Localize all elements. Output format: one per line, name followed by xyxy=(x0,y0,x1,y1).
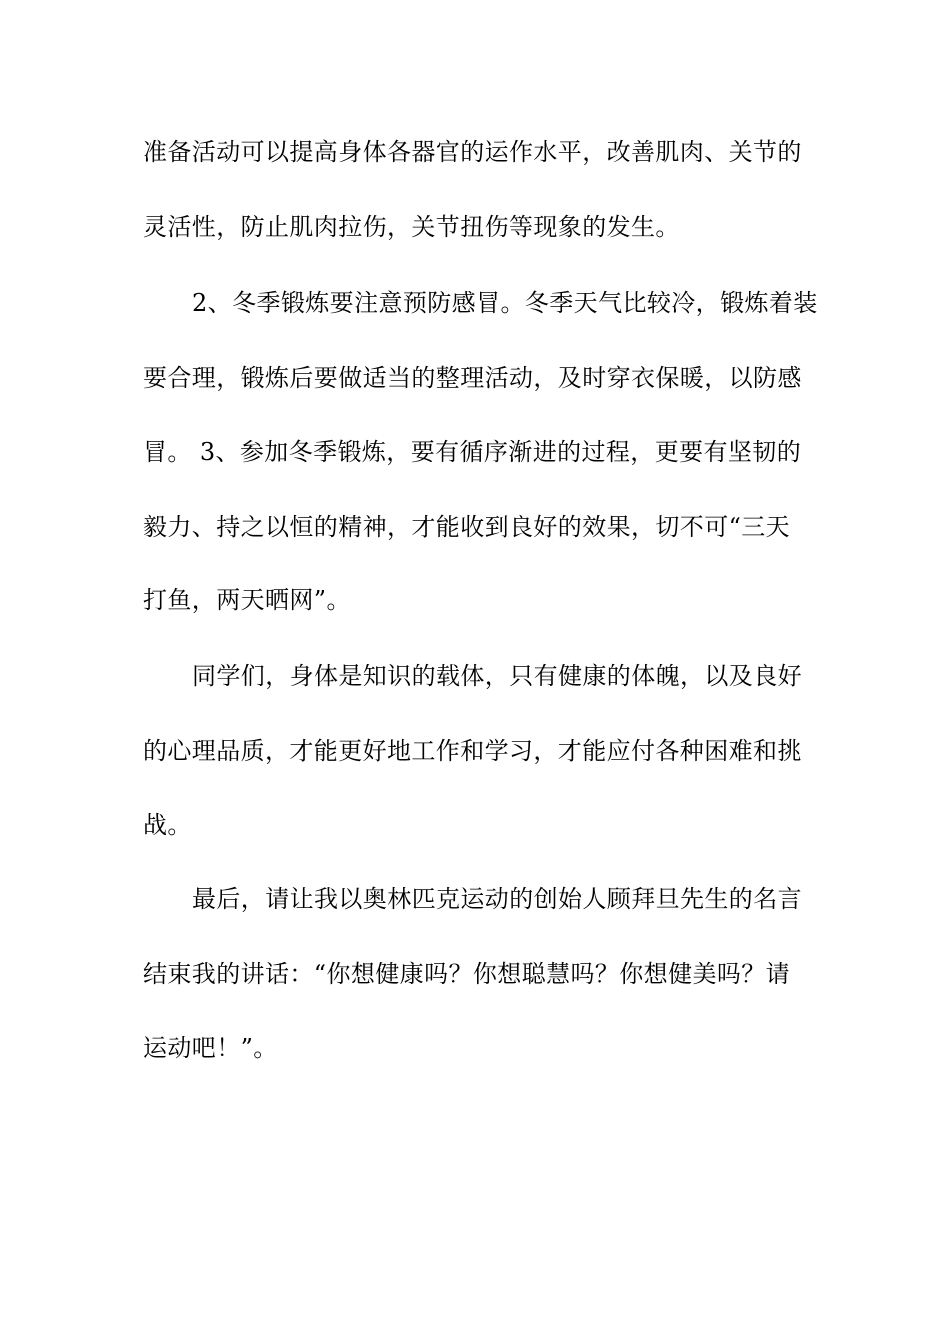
paragraph-line: 最后，请让我以奥林匹克运动的创始人顾拜旦先生的名言 xyxy=(192,885,802,913)
paragraph-line: 灵活性，防止肌肉拉伤，关节扭伤等现象的发生。 xyxy=(143,213,680,241)
paragraph-line: 的心理品质，才能更好地工作和学习，才能应付各种困难和挑 xyxy=(143,737,802,765)
paragraph-line: 打鱼，两天晒网”。 xyxy=(143,586,351,614)
paragraph-line: 运动吧！”。 xyxy=(143,1034,278,1062)
paragraph-line: 要合理，锻炼后要做适当的整理活动，及时穿衣保暖，以防感 xyxy=(143,364,802,392)
paragraph-line: 战。 xyxy=(143,811,192,839)
paragraph-line: 冒。 3、参加冬季锻炼，要有循序渐进的过程，更要有坚韧的 xyxy=(143,438,802,466)
paragraph-line: 2、冬季锻炼要注意预防感冒。冬季天气比较冷，锻炼着装 xyxy=(192,289,818,317)
paragraph-line: 毅力、持之以恒的精神，才能收到良好的效果，切不可“三天 xyxy=(143,513,791,541)
paragraph-line: 准备活动可以提高身体各器官的运作水平，改善肌肉、关节的 xyxy=(143,138,802,166)
paragraph-line: 同学们，身体是知识的载体，只有健康的体魄，以及良好 xyxy=(192,662,802,690)
paragraph-line: 结束我的讲话：“你想健康吗？你想聪慧吗？你想健美吗？请 xyxy=(143,960,791,988)
